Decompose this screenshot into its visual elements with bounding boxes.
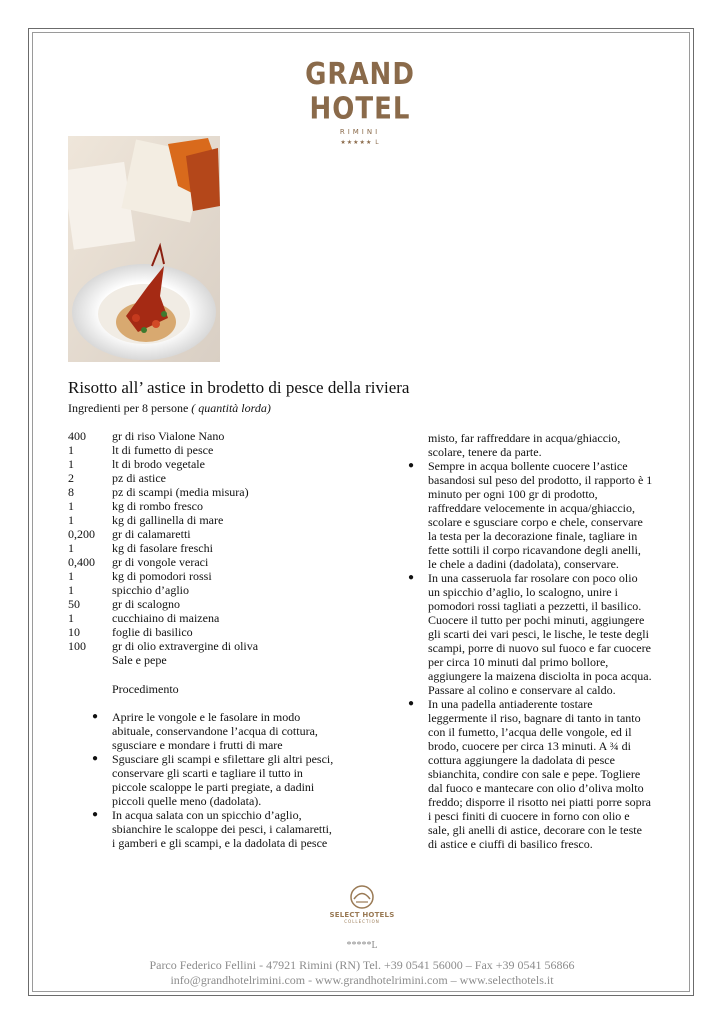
step-line: misto, far raffreddare in acqua/ghiaccio, — [428, 431, 621, 445]
step-line: sale, gli anelli di astice, decorare con le teste — [428, 823, 642, 837]
ingredient-row — [68, 569, 258, 583]
recipe-subtitle — [68, 401, 271, 416]
step-line: leggermente il riso, bagnare di tanto in tanto — [428, 711, 641, 725]
step-line: scolare e sgusciare corpo e chele, conservare — [428, 515, 643, 529]
procedure-step — [90, 710, 333, 752]
step-line: Aprire le vongole e le fasolare in modo — [112, 710, 301, 724]
ingredient-row — [68, 457, 258, 471]
step-line: freddo; disporre il risotto nei piatti porre sopra — [428, 795, 651, 809]
ingredient-row — [68, 527, 258, 541]
step-line: gli scarti dei vari pesci, le lische, le teste degli — [428, 627, 649, 641]
ingredient-qty: 2 — [68, 471, 74, 485]
step-line: Passare al colino e conservare al caldo. — [428, 683, 616, 697]
ingredient-qty: 1 — [68, 499, 74, 513]
ingredient-qty: 1 — [68, 583, 74, 597]
step-line: sbianchire le scaloppe dei pesci, i calamaretti, — [112, 822, 332, 836]
ingredient-desc: gr di scalogno — [112, 597, 180, 611]
procedure-step — [406, 459, 652, 571]
ingredient-qty: 1 — [68, 457, 74, 471]
ingredient-qty: 0,200 — [68, 527, 95, 541]
ingredient-row — [68, 513, 258, 527]
step-line: i gamberi e gli scampi, e la dadolata di pesce — [112, 836, 328, 850]
step-line: di astice e ciuffi di basilico fresco. — [428, 837, 593, 851]
step-line: dal fuoco e mantecare con olio d’oliva molto — [428, 781, 644, 795]
step-line: raffreddare velocemente in acqua/ghiaccio, — [428, 501, 635, 515]
step-line: Sempre in acqua bollente cuocere l’astice — [428, 459, 628, 473]
ingredient-desc: foglie di basilico — [112, 625, 193, 639]
step-line: le chele a dadini (dadolata), conservare. — [428, 557, 619, 571]
ingredient-row — [68, 429, 258, 443]
step-line: In acqua salata con un spicchio d’aglio, — [112, 808, 302, 822]
step-line: fette sottili il corpo ricavandone degli anelli, — [428, 543, 641, 557]
ingredient-desc: gr di riso Vialone Nano — [112, 429, 225, 443]
step-continuation — [428, 431, 620, 459]
ingredient-seasoning: Sale e pepe — [112, 653, 167, 667]
ingredient-row — [68, 499, 258, 513]
ingredient-desc: gr di calamaretti — [112, 527, 191, 541]
bullet-icon: ● — [92, 711, 99, 722]
step-line: conservare gli scarti e tagliare il tutto in — [112, 766, 303, 780]
select-hotels-emblem-icon — [347, 884, 377, 910]
select-hotels-logo — [326, 884, 398, 924]
ingredient-row — [68, 583, 258, 597]
select-hotels-name: SELECT HOTELS — [329, 911, 395, 919]
step-line: per circa 10 minuti dal primo bollore, — [428, 655, 609, 669]
ingredient-qty: 1 — [68, 443, 74, 457]
grand-hotel-logo — [270, 57, 450, 146]
select-hotels-sub: COLLECTION — [344, 919, 380, 924]
step-line: sbianchita, condire con sale e pepe. Togliere — [428, 767, 641, 781]
step-line: cottura aggiungere la dadolata di pesce — [428, 753, 615, 767]
hotel-rating: ★★★★★ L — [340, 139, 380, 146]
ingredient-desc: spicchio d’aglio — [112, 583, 189, 597]
ingredient-row — [68, 443, 258, 457]
bullet-icon: ● — [92, 809, 99, 820]
step-line: i pesci finiti di cuocere in forno con olio e — [428, 809, 630, 823]
ingredient-qty: 400 — [68, 429, 86, 443]
ingredient-qty: 100 — [68, 639, 86, 653]
ingredient-row — [68, 555, 258, 569]
footer-stars: *****L — [346, 940, 378, 951]
ingredient-row — [68, 611, 258, 625]
ingredient-desc: pz di scampi (media misura) — [112, 485, 249, 499]
step-line: Cuocere il tutto per pochi minuti, aggiungere — [428, 613, 645, 627]
procedure-step — [90, 808, 333, 850]
step-line: un spicchio d’aglio, lo scalogno, unire i — [428, 585, 618, 599]
ingredient-desc: kg di pomodori rossi — [112, 569, 212, 583]
ingredient-desc: kg di fasolare freschi — [112, 541, 213, 555]
step-line: minuto per ogni 100 gr di prodotto, — [428, 487, 598, 501]
step-line: Sgusciare gli scampi e sfilettare gli altri pesci, — [112, 752, 334, 766]
step-line: abituale, conservandone l’acqua di cottura, — [112, 724, 318, 738]
procedure-steps-right — [406, 459, 652, 851]
ingredient-row — [68, 597, 258, 611]
ingredient-qty: 8 — [68, 485, 74, 499]
step-line: In una casseruola far rosolare con poco olio — [428, 571, 638, 585]
dish-photo — [68, 136, 220, 362]
step-line: la testa per la decorazione finale, tagliare in — [428, 529, 638, 543]
step-line: piccoli quelle meno (dadolata). — [112, 794, 262, 808]
step-line: aggiungere la maizena disciolta in poca acqua. — [428, 669, 652, 683]
step-line: scampi, porre di nuovo sul fuoco e far cuocere — [428, 641, 651, 655]
ingredient-desc: gr di vongole veraci — [112, 555, 209, 569]
ingredient-qty: 50 — [68, 597, 80, 611]
step-line: pomodori rossi tagliati a pezzetti, il basilico. — [428, 599, 642, 613]
recipe-title: Risotto all’ astice in brodetto di pesce della riviera — [68, 378, 410, 397]
ingredient-desc: gr di olio extravergine di oliva — [112, 639, 259, 653]
ingredient-qty: 1 — [68, 541, 74, 555]
ingredient-row — [68, 485, 258, 499]
procedure-heading: Procedimento — [112, 682, 179, 696]
ingredient-desc: lt di fumetto di pesce — [112, 443, 214, 457]
ingredient-desc: kg di rombo fresco — [112, 499, 203, 513]
quantity-note: ( quantità lorda) — [191, 401, 271, 415]
step-line: In una padella antiaderente tostare — [428, 697, 593, 711]
ingredient-qty: 1 — [68, 513, 74, 527]
ingredient-row — [68, 471, 258, 485]
ingredient-desc: lt di brodo vegetale — [112, 457, 205, 471]
ingredient-row — [68, 541, 258, 555]
step-line: basandosi sul peso del prodotto, il rapporto è 1 — [428, 473, 653, 487]
bullet-icon: ● — [92, 753, 99, 764]
bullet-icon: ● — [408, 698, 415, 709]
ingredient-desc: cucchiaino di maizena — [112, 611, 220, 625]
procedure-steps-left — [90, 710, 333, 850]
ingredient-row — [68, 639, 258, 653]
ingredient-qty: 1 — [68, 569, 74, 583]
ingredients-list — [68, 429, 258, 667]
ingredient-desc: pz di astice — [112, 471, 166, 485]
ingredient-qty: 10 — [68, 625, 80, 639]
ingredient-desc: kg di gallinella di mare — [112, 513, 224, 527]
footer-web: info@grandhotelrimini.com - www.grandhotelrimini.com – www.selecthotels.it — [170, 973, 554, 987]
footer-address: Parco Federico Fellini - 47921 Rimini (RN) Tel. +39 0541 56000 – Fax +39 0541 56866 — [149, 958, 575, 972]
procedure-step — [406, 571, 652, 697]
procedure-step — [90, 752, 333, 808]
ingredient-qty: 0,400 — [68, 555, 95, 569]
step-line: brodo, cuocere per circa 13 minuti. A ¾ di — [428, 739, 631, 753]
bullet-icon: ● — [408, 460, 415, 471]
step-line: sgusciare e mondare i frutti di mare — [112, 738, 283, 752]
bullet-icon: ● — [408, 572, 415, 583]
ingredient-row — [68, 625, 258, 639]
servings-text: Ingredienti per 8 persone — [68, 401, 189, 415]
procedure-step — [406, 697, 652, 851]
hotel-city: RIMINI — [339, 128, 381, 136]
step-line: scolare, tenere da parte. — [428, 445, 542, 459]
ingredient-qty: 1 — [68, 611, 74, 625]
step-line: con il fumetto, l’acqua delle vongole, ed il — [428, 725, 632, 739]
hotel-name: GRAND HOTEL — [305, 57, 415, 127]
step-line: piccole scaloppe le parti pregiate, a dadini — [112, 780, 315, 794]
